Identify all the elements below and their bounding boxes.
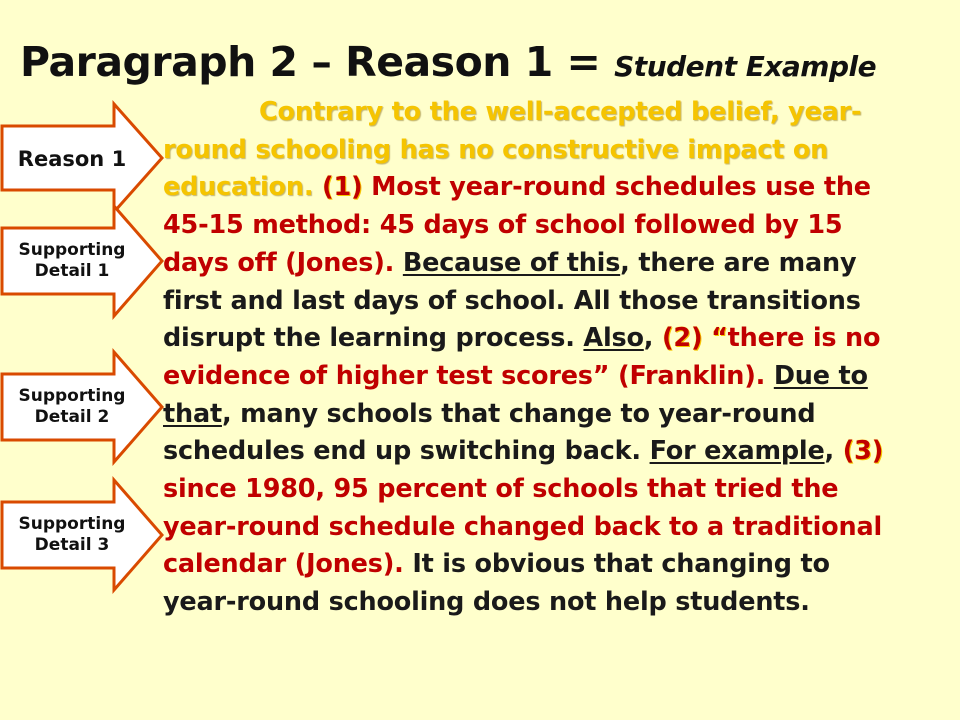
supporting-detail-3-arrow: [2, 480, 164, 590]
paragraph-line: [163, 396, 953, 434]
paragraph-line: [163, 358, 953, 396]
supporting-detail-1-arrow: [2, 206, 164, 316]
supporting-detail-3-text: calendar (Jones).: [163, 549, 413, 580]
paragraph-line: [163, 471, 953, 509]
paragraph-line: [163, 169, 953, 207]
supporting-detail-3-text: since 1980, 95 percent of schools that tried the: [163, 474, 839, 505]
supporting-detail-2-text: evidence of higher test scores” (Franklin).: [163, 360, 774, 391]
supporting-detail-2-arrow: [2, 352, 164, 462]
paragraph-line: [163, 207, 953, 245]
reason-1-arrow: [2, 104, 164, 212]
commentary-text: , there are many: [620, 247, 857, 278]
supporting-detail-1-label-line2: Detail 1: [34, 261, 110, 281]
supporting-detail-3-text: year-round schedule changed back to a traditional: [163, 511, 882, 542]
supporting-detail-1-text: 45-15 method: 45 days of school followed by 15: [163, 210, 843, 241]
supporting-detail-1-text: days off (Jones).: [163, 247, 403, 278]
paragraph-line: [163, 245, 953, 283]
detail-marker-3: (3): [842, 436, 884, 467]
paragraph-line: [163, 283, 953, 321]
transition-phrase: Because of this: [402, 247, 621, 278]
supporting-detail-1-text: Most year-round schedules use the: [362, 172, 871, 203]
supporting-detail-3-label-line1: Supporting: [18, 513, 126, 534]
commentary-text: schedules end up switching back.: [163, 436, 650, 467]
concluding-text: It is obvious that changing to: [412, 549, 830, 580]
supporting-detail-1-label-line1: Supporting: [18, 239, 126, 260]
detail-marker-1: (1): [322, 172, 363, 203]
title-main: Paragraph 2 – Reason 1 =: [20, 38, 615, 86]
transition-phrase: Due to: [773, 360, 868, 391]
commentary-text: ,: [824, 436, 843, 467]
supporting-detail-3-label-line2: Detail 3: [34, 535, 110, 555]
commentary-text: first and last days of school. All those transitions: [163, 285, 861, 316]
transition-phrase: Also: [583, 323, 644, 354]
supporting-detail-2-label-line2: Detail 2: [34, 407, 110, 427]
supporting-detail-2-text: there is no: [727, 323, 881, 354]
paragraph-line: [163, 94, 953, 132]
transition-phrase: that: [163, 398, 222, 429]
topic-sentence: round schooling has no constructive impact on: [163, 134, 829, 165]
supporting-detail-2-label-line1: Supporting: [18, 385, 126, 406]
slide-title: [20, 38, 950, 86]
commentary-text: disrupt the learning process.: [163, 323, 584, 354]
detail-marker-2: (2) “: [661, 323, 728, 354]
paragraph-line: [163, 433, 953, 471]
commentary-text: ,: [643, 323, 662, 354]
paragraph-line: [163, 584, 953, 622]
paragraph-line: [163, 509, 953, 547]
topic-sentence: education.: [163, 172, 322, 203]
paragraph-line: [163, 320, 953, 358]
paragraph-line: [163, 546, 953, 584]
concluding-text: year-round schooling does not help students.: [163, 587, 810, 618]
title-subtitle: Student Example: [614, 50, 877, 83]
topic-sentence: Contrary to the well-accepted belief, year-: [259, 97, 862, 127]
commentary-text: , many schools that change to year-round: [221, 398, 816, 429]
paragraph-line: [163, 132, 953, 170]
student-example-paragraph: [163, 94, 953, 622]
reason-1-label: Reason 1: [17, 146, 127, 171]
transition-phrase: For example: [649, 436, 825, 467]
